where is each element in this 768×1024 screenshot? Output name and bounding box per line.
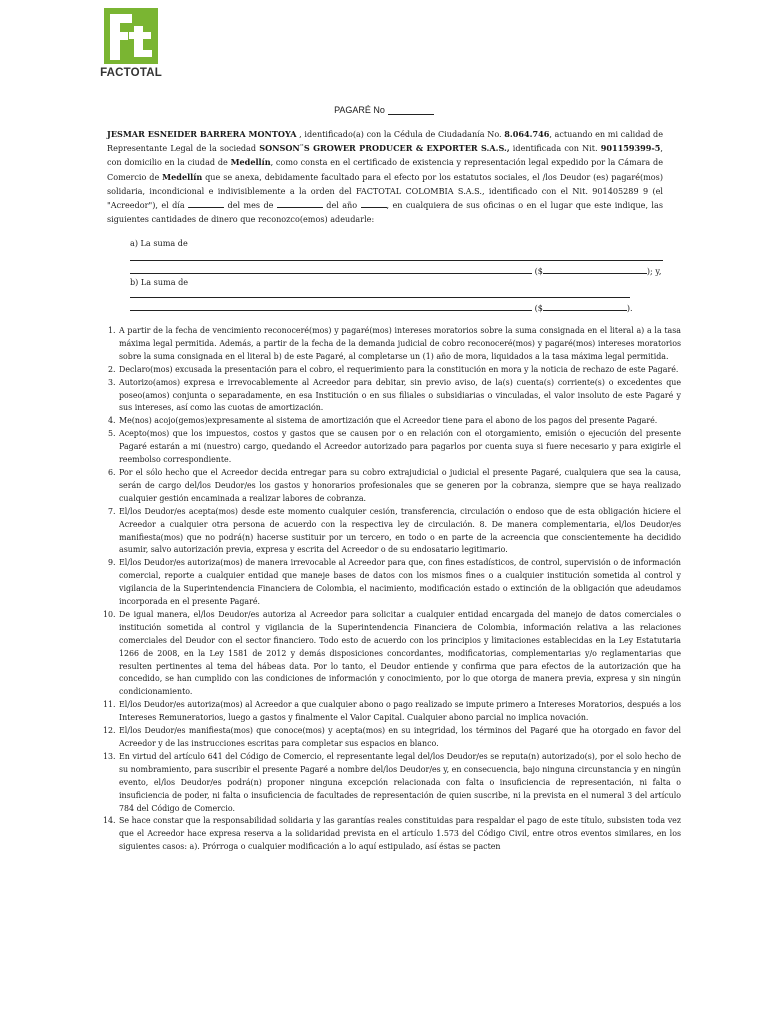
clause-item: 3. Autorizo(amos) expresa e irrevocablemente al Acreedor para debitar, sin previo aviso, de la(s) cuenta(s) corriente(s) o excedentes que poseo(amos) conjunta o separadamente, en esa Institución o en sus filiales o subsidiarias o vinculadas, el valor insoluto de este Pagaré y sus intereses, así como las cuotas de amortización. <box>118 377 681 416</box>
clause-item: 14. Se hace constar que la responsabilidad solidaria y las garantías reales constituidas para respaldar el pago de este título, subsisten toda vez que el Acreedor hace expresa reserva a la solidaridad prevista en el artículo 1.573 del Código Civil, entre otros eventos similares, en los siguientes casos: a). Prórroga o cualquier modificación a lo aquí estipulado, así éstas se pacten <box>118 815 681 854</box>
intro-paragraph <box>107 127 663 226</box>
factotal-logo <box>100 8 162 80</box>
ft-logo-icon <box>104 8 158 64</box>
sum-a-amount-row <box>130 264 661 276</box>
clause-item: 10. De igual manera, el/los Deudor/es autoriza al Acreedor para solicitar a cualquier entidad encargada del manejo de datos comerciales o institución sometida al control y vigilancia de la Superintendencia Financiera de Colombia, información relativa a las relaciones comerciales del Deudor con el sector financiero. Todo esto de acuerdo con los principios y limitaciones establecidas en la Ley Estatutaria 1266 de 2008, en la Ley 1581 de 2012 y demás disposiciones concordantes, modificatorias, complementarias y/o reglamentarias que resulten pertinentes al tema del hábeas data. Por lo tanto, el Deudor entiende y confirma que para efectos de la autorización que ha concedido, se han cumplido con las condiciones de información y conocimiento, por lo que otorga de manera previa, expresa y sin ningún condicionamiento. <box>118 609 681 699</box>
company-name: SONSON¨S GROWER PRODUCER & EXPORTER S.A.S., <box>259 143 510 154</box>
logo-mark <box>104 8 158 64</box>
intro-text-9: , en cualquiera de sus oficinas o en el lugar que este indique, las siguientes cantidades de dinero que reconozco(emos) adeudarle: <box>107 200 663 225</box>
pagare-number-blank[interactable] <box>388 105 434 115</box>
sum-b-label: b) La suma de <box>130 277 189 287</box>
sum-b-end: ). <box>626 303 633 313</box>
sum-a-line-1[interactable] <box>130 260 663 261</box>
id-number: 8.064.746 <box>504 129 550 139</box>
clause-item: 5. Acepto(mos) que los impuestos, costos y gastos que se causen por o en relación con el otorgamiento, emisión o ejecución del presente Pagaré estarán a mi (nuestro) cargo, quedando el Acreedor autorizado para pagarlos por cuenta suya si fuere necesario y para exigirle el reembolso correspondiente. <box>118 428 681 467</box>
clause-item: 13. En virtud del artículo 641 del Código de Comercio, el representante legal del/los Deudor/es se reputa(n) autorizado(s), por el solo hecho de su nombramiento, para suscribir el presente Pagaré a nombre del/los Deudor/es y, en consecuencia, bajo ninguna circunstancia y en ningún evento, el/los Deudor/es podrá(n) proponer ninguna excepción relacionada con falta o insuficiencia de representación, ni falta o insuficiencia de poder, ni falta o insuficiencia de facultades de representación de quien suscribe, ni la prevista en el numeral 3 del artículo 784 del Código de Comercio. <box>118 751 681 816</box>
debtor-name: JESMAR ESNEIDER BARRERA MONTOYA <box>107 129 297 139</box>
clause-item: 12. El/los Deudor/es manifiesta(mos) que conoce(mos) y acepta(mos) en su integridad, los términos del Pagaré que ha otorgado en favor del Acreedor y de las instrucciones escritas para completar sus espacios en blanco. <box>118 725 681 751</box>
clause-item: 2. Declaro(mos) excusada la presentación para el cobro, el requerimiento para la constitución en mora y la noticia de rechazo de este Pagaré. <box>118 364 681 377</box>
sum-b-currency: ($ <box>534 303 543 313</box>
year-blank[interactable] <box>361 198 387 208</box>
sum-a-end: ); y, <box>646 266 662 276</box>
intro-text-1: , identificado(a) con la Cédula de Ciudadanía No. <box>296 129 505 139</box>
intro-text-6: que se anexa, debidamente facultado para el efecto por los estatutos sociales, el /los Deudor (es) pagaré(mos) solidaria, incondicional e indivisiblemente a la orden del FACTOTAL COLOMBIA S.A.S., identificado con el Nit. 901405289 9 (el "Acreedor"), el día <box>107 171 663 211</box>
page-title <box>0 105 768 115</box>
month-blank[interactable] <box>277 198 323 208</box>
clauses-list <box>100 325 681 854</box>
sum-b-number-blank[interactable] <box>543 301 627 311</box>
city-chamber: Medellín <box>162 171 203 182</box>
sum-a-words-blank[interactable] <box>130 264 532 274</box>
intro-text-2: , actuando en mi calidad de Representante Legal de la sociedad <box>107 129 664 154</box>
title-text: PAGARÉ No <box>334 105 385 115</box>
sum-b-amount-row <box>130 301 633 313</box>
sum-b-words-blank[interactable] <box>130 301 532 311</box>
clause-item: 11. El/los Deudor/es autoriza(mos) al Acreedor a que cualquier abono o pago realizado se impute primero a Intereses Moratorios, después a los Intereses Remuneratorios, luego a gastos y finalmente el Valor Capital. Cualquier abono parcial no implica novación. <box>118 699 681 725</box>
sum-a-label: a) La suma de <box>130 238 188 248</box>
intro-text-4: , con domicilio en la ciudad de <box>107 143 663 168</box>
intro-text-3: identificada con Nit. <box>509 143 601 154</box>
clause-item: 6. Por el sólo hecho que el Acreedor decida entregar para su cobro extrajudicial o judicial el presente Pagaré, cualquiera que sea la causa, serán de cargo del/los Deudor/es los gastos y honorarios profesionales que se generen por la cobranza, siempre que se haya realizado cualquier gestión encaminada a realizar labores de cobranza. <box>118 467 681 506</box>
intro-text-8: del año <box>322 200 361 211</box>
city-domicile: Medellín <box>230 157 271 168</box>
clause-item: 4. Me(nos) acojo(gemos)expresamente al sistema de amortización que el Acreedor tiene para el abono de los pagos del presente Pagaré. <box>118 415 681 428</box>
intro-text-5: , como consta en el certificado de existencia y representación legal expedido por la Cámara de Comercio de <box>107 157 663 182</box>
clause-item: 1. A partir de la fecha de vencimiento reconoceré(mos) y pagaré(mos) intereses moratorios sobre la suma consignada en el literal a) a la tasa máxima legal permitida. Además, a partir de la fecha de la demanda judicial de cobro reconoceré(mos) y pagaré(mos) intereses moratorios sobre la suma consignada en el literal b) de este Pagaré, al completarse un (1) año de mora, liquidados a la tasa máxima legal permitida. <box>118 325 681 364</box>
day-blank[interactable] <box>188 198 224 208</box>
sum-a-number-blank[interactable] <box>543 264 647 274</box>
clause-item: 9. El/los Deudor/es autoriza(mos) de manera irrevocable al Acreedor para que, con fines estadísticos, de control, supervisión o de información comercial, reporte a cualquier entidad que maneje bases de datos con los mismos fines o a cualquier institución sometida al control y vigilancia de la Superintendencia Financiera de Colombia, el nacimiento, modificación estado o extinción de la obligación que adeudamos incorporada en el presente Pagaré. <box>118 557 681 609</box>
sum-a-currency: ($ <box>534 266 543 276</box>
logo-text: FACTOTAL <box>100 67 162 79</box>
clause-item: 7. El/los Deudor/es acepta(mos) desde este momento cualquier cesión, transferencia, circulación o endoso que de esta obligación hiciere el Acreedor a cualquier otra persona de acuerdo con la respectiva ley de circulación. 8. De manera complementaria, el/los Deudor/es manifiesta(mos) que no podrá(n) hacerse sustituir por un tercero, en todo o en parte de la acreencia que conscientemente ha decidido asumir, salvo autorización previa, expresa y escrita del Acreedor o de su endosatario legitimario. <box>118 506 681 558</box>
sum-b-line-1[interactable] <box>130 297 630 298</box>
intro-text-7: del mes de <box>224 200 277 211</box>
company-nit: 901159399-5 <box>600 143 661 154</box>
